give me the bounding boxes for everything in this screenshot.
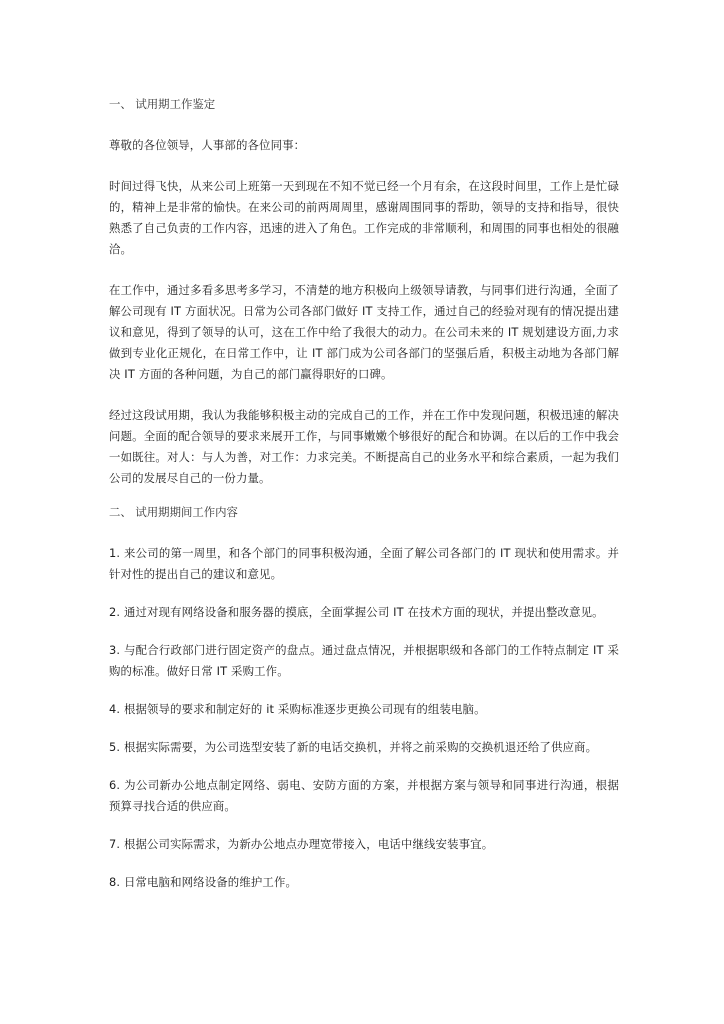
greeting: 尊敬的各位领导，人事部的各位同事：	[109, 138, 306, 152]
document-page	[109, 94, 619, 893]
section-heading-work-content: 二、 试用期期间工作内容	[109, 505, 238, 519]
section-heading-appraisal: 一、 试用期工作鉴定	[109, 97, 216, 111]
list-item: 8. 日常电脑和网络设备的维护工作。	[109, 875, 298, 889]
paragraph-intro: 时间过得飞快，从来公司上班第一天到现在不知不觉已经一个月有余，在这段时间里，工作上是忙碌的，精神上是非常的愉快。在来公司的前两周周里，感谢周围同事的帮助，领导的支持和指导，很快熟悉了自己负责的工作内容，迅速的进入了角色。工作完成的非常顺利，和周围的同事也相处的很融洽。	[109, 179, 619, 256]
list-item: 2. 通过对现有网络设备和服务器的摸底，全面掌握公司 IT 在技术方面的现状，并提出整改意见。	[109, 605, 604, 619]
list-item: 5. 根据实际需要，为公司选型安装了新的电话交换机，并将之前采购的交换机退还给了供应商。	[109, 740, 598, 754]
paragraph-work: 在工作中，通过多看多思考多学习，不清楚的地方积极向上级领导请教，与同事们进行沟通，全面了解公司现有 IT 方面状况。日常为公司各部门做好 IT 支持工作，通过自己的经验对现有的情况提出建议和意见，得到了领导的认可，这在工作中给了我很大的动力。在公司未来的 IT 规划建设方面,力求做到专业化正规化，在日常工作中，让 IT 部门成为公司各部门的坚强后盾，积极主动地为各部门解决 IT 方面的各种问题，为自己的部门赢得职好的口碑。	[109, 283, 619, 381]
list-item: 4. 根据领导的要求和制定好的 it 采购标准逐步更换公司现有的组装电脑。	[109, 702, 486, 716]
list-item: 3. 与配合行政部门进行固定资产的盘点。通过盘点情况，并根据职级和各部门的工作特点制定 IT 采购的标准。做好日常 IT 采购工作。	[109, 643, 619, 678]
paragraph-summary: 经过这段试用期，我认为我能够积极主动的完成自己的工作，并在工作中发现问题，积极迅速的解决问题。全面的配合领导的要求来展开工作，与同事嫩嫩个够很好的配合和协调。在以后的工作中我会一如既往。对人：与人为善，对工作：力求完美。不断提高自己的业务水平和综合素质，一起为我们公司的发展尽自己的一份力量。	[109, 408, 619, 485]
list-item: 7. 根据公司实际需求，为新办公地点办理宽带接入，电话中继线安装事宜。	[109, 837, 494, 851]
list-item: 6. 为公司新办公地点制定网络、弱电、安防方面的方案，并根据方案与领导和同事进行沟通，根据预算寻找合适的供应商。	[109, 778, 619, 813]
list-item: 1. 来公司的第一周里，和各个部门的同事积极沟通，全面了解公司各部门的 IT 现状和使用需求。并针对性的提出自己的建议和意见。	[109, 546, 619, 581]
